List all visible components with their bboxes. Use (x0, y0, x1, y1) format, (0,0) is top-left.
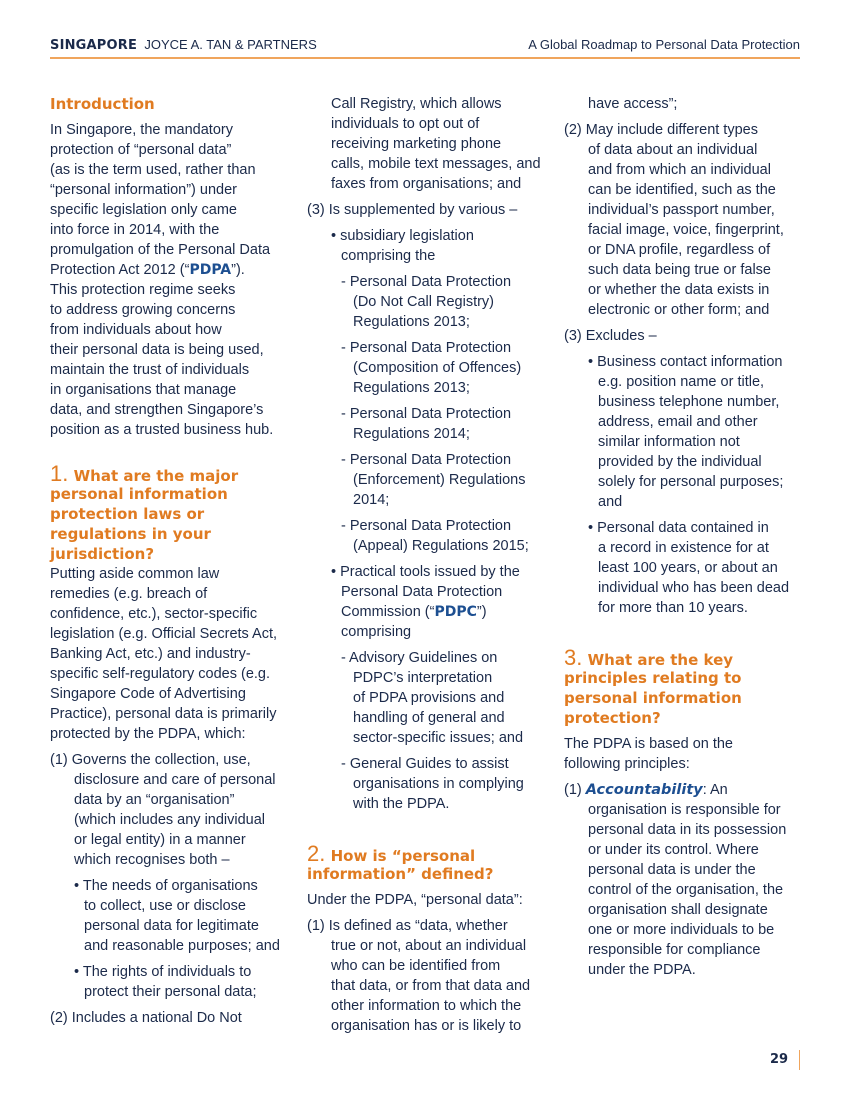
header-left (50, 37, 317, 53)
tool-line: with the PDPA. (353, 796, 450, 812)
tool-line: PDPC’s interpretation (353, 670, 493, 686)
q2-heading (307, 841, 552, 884)
q2-item1-line: who can be identified from (331, 958, 501, 974)
q2-title-line: How is “personal (330, 847, 476, 865)
q1-item2-line: calls, mobile text messages, and (331, 156, 541, 172)
q1-title-line: What are the major (73, 467, 239, 485)
excl-line: address, email and other (598, 414, 758, 430)
intro-line: (as is the term used, rather than (50, 162, 256, 178)
tools-line: comprising (341, 624, 412, 640)
reg-line: (Enforcement) Regulations (353, 472, 526, 488)
q3-p1-line: organisation shall designate (588, 902, 768, 918)
pdpa-pre: Protection Act 2012 (“ (50, 262, 190, 278)
q1-body-line: remedies (e.g. breach of (50, 586, 208, 602)
pdpc-pre: Commission (“ (341, 604, 435, 620)
q2-item1-line: that data, or from that data and (331, 978, 531, 994)
q2-item2-line: or DNA profile, regardless of (588, 242, 771, 258)
q1-item1-line: or legal entity) in a manner (74, 832, 246, 848)
excl-line: solely for personal purposes; (598, 474, 784, 490)
q3-intro-line: following principles: (564, 756, 690, 772)
q2-item1-line: (1) Is defined as “data, whether (307, 918, 508, 934)
intro-line: maintain the trust of individuals (50, 362, 250, 378)
q1-title-line: regulations in your (50, 525, 211, 543)
q1-title-line: personal information (50, 485, 228, 503)
reg-line: (Composition of Offences) (353, 360, 522, 376)
excl-line: e.g. position name or title, (598, 374, 765, 390)
q1-item2-start: (2) Includes a national Do Not (50, 1010, 242, 1026)
q3-p1-line: one or more individuals to be (588, 922, 775, 938)
column-1 (50, 94, 290, 1028)
q1-item3: (3) Is supplemented by various – (307, 202, 518, 218)
reg-line: - Personal Data Protection (341, 406, 512, 422)
q1-bullet-line: protect their personal data; (84, 984, 257, 1000)
intro-heading: Introduction (50, 95, 155, 113)
page-number: 29 (770, 1052, 789, 1067)
reg-line: - Personal Data Protection (341, 452, 512, 468)
q1-body-line: Putting aside common law (50, 566, 220, 582)
intro-line: data, and strengthen Singapore’s (50, 402, 264, 418)
intro-line: into force in 2014, with the (50, 222, 220, 238)
q1-item1-line: data by an “organisation” (74, 792, 235, 808)
q1-item2-line: Call Registry, which allows (331, 96, 502, 112)
q3-p1-line: control of the organisation, the (588, 882, 784, 898)
q3-p1-line: responsible for compliance (588, 942, 761, 958)
q2-item2-line: facial image, voice, fingerprint, (588, 222, 784, 238)
tools-line: • Practical tools issued by the (331, 564, 520, 580)
reg-line: - Personal Data Protection (341, 274, 512, 290)
intro-line: position as a trusted business hub. (50, 422, 274, 438)
excl-line: a record in existence for at (598, 540, 769, 556)
pdpc-abbr: PDPC (434, 604, 477, 620)
q2-item2-line: (2) May include different types (564, 122, 758, 138)
q1-body-line: legislation (e.g. Official Secrets Act, (50, 626, 278, 642)
q1-item1-line: which recognises both – (74, 852, 230, 868)
reg-line: Regulations 2014; (353, 426, 470, 442)
q1-item1-line: (which includes any individual (74, 812, 266, 828)
q3-p1-line: personal data is under the (588, 862, 756, 878)
reg-line: Regulations 2013; (353, 314, 470, 330)
q3-title-line: principles relating to (564, 669, 742, 687)
q1-item2-line: faxes from organisations; and (331, 176, 522, 192)
q1-body-line: protected by the PDPA, which: (50, 726, 246, 742)
q1-item1-line: (1) Governs the collection, use, (50, 752, 251, 768)
reg-line: Regulations 2013; (353, 380, 470, 396)
tools-line: Personal Data Protection (341, 584, 503, 600)
column-2 (307, 94, 552, 1036)
q3-p1-line: or under its control. Where (588, 842, 759, 858)
q2-item3: (3) Excludes – (564, 328, 657, 344)
q1-heading (50, 461, 290, 564)
q3-p1-line: under the PDPA. (588, 962, 696, 978)
tools-line-pdpc (307, 602, 552, 622)
q1-title-line: protection laws or (50, 505, 205, 523)
intro-line-pdpa (50, 260, 290, 280)
q1-number: 1. (50, 461, 69, 486)
q3-title-line: What are the key (587, 651, 734, 669)
reg-line: 2014; (353, 492, 390, 508)
reg-line: - Personal Data Protection (341, 518, 512, 534)
tool-line: handling of general and (353, 710, 505, 726)
q2-item1-line: true or not, about an individual (331, 938, 527, 954)
intro-line: to address growing concerns (50, 302, 236, 318)
pdpa-post: ”). (231, 262, 245, 278)
intro-line: promulgation of the Personal Data (50, 242, 271, 258)
excl-line: for more than 10 years. (598, 600, 748, 616)
intro-line: their personal data is being used, (50, 342, 264, 358)
excl-line: provided by the individual (598, 454, 762, 470)
q3-number: 3. (564, 645, 583, 670)
q2-item2-line: and from which an individual (588, 162, 771, 178)
q2-item2-line: electronic or other form; and (588, 302, 770, 318)
q1-bullet-line: • The rights of individuals to (74, 964, 252, 980)
header-firm: JOYCE A. TAN & PARTNERS (144, 37, 317, 52)
excl-line: similar information not (598, 434, 740, 450)
intro-line: In Singapore, the mandatory (50, 122, 233, 138)
tool-line: organisations in complying (353, 776, 524, 792)
intro-line: This protection regime seeks (50, 282, 236, 298)
q2-item1-line: have access”; (588, 96, 678, 112)
q3-heading (564, 645, 802, 728)
q3-p1-line: organisation is responsible for (588, 802, 781, 818)
q2-item2-line: or whether the data exists in (588, 282, 770, 298)
q3-title-line: protection? (564, 709, 661, 727)
running-header (50, 37, 800, 55)
tool-line: of PDPA provisions and (353, 690, 505, 706)
header-country: SINGAPORE (50, 38, 138, 53)
q3-title-line: personal information (564, 689, 742, 707)
page-number-rule (799, 1050, 800, 1070)
q1-bullet-line: and reasonable purposes; and (84, 938, 280, 954)
q3-p1-rest: : An (702, 782, 728, 798)
excl-line: least 100 years, or about an (598, 560, 778, 576)
reg-line: (Do Not Call Registry) (353, 294, 494, 310)
q1-sub-bullet-line: comprising the (341, 248, 436, 264)
q1-bullet-line: personal data for legitimate (84, 918, 259, 934)
q2-item2-line: of data about an individual (588, 142, 758, 158)
q1-item2-line: individuals to opt out of (331, 116, 480, 132)
q1-body-line: Banking Act, etc.) and industry- (50, 646, 251, 662)
tool-line: - General Guides to assist (341, 756, 509, 772)
pdpa-abbr: PDPA (189, 262, 232, 278)
q3-p1-first-line (564, 780, 802, 800)
q1-title-line: jurisdiction? (50, 545, 155, 563)
tool-line: - Advisory Guidelines on (341, 650, 498, 666)
q1-item2-line: receiving marketing phone (331, 136, 502, 152)
q3-p1-num: (1) (564, 782, 582, 798)
q2-number: 2. (307, 841, 326, 866)
q3-p1-line: personal data in its possession (588, 822, 787, 838)
q1-body-line: Singapore Code of Advertising (50, 686, 246, 702)
q1-body-line: specific self-regulatory codes (e.g. (50, 666, 271, 682)
q2-item2-line: individual’s passport number, (588, 202, 775, 218)
intro-line: specific legislation only came (50, 202, 237, 218)
q2-item1-line: organisation has or is likely to (331, 1018, 522, 1034)
q2-item2-line: can be identified, such as the (588, 182, 776, 198)
header-rule (50, 57, 800, 59)
excl-line: • Business contact information (588, 354, 783, 370)
reg-line: - Personal Data Protection (341, 340, 512, 356)
intro-line: in organisations that manage (50, 382, 237, 398)
q3-intro-line: The PDPA is based on the (564, 736, 734, 752)
tool-line: sector-specific issues; and (353, 730, 524, 746)
q1-bullet-line: to collect, use or disclose (84, 898, 246, 914)
intro-line: from individuals about how (50, 322, 222, 338)
q2-item1-line: other information to which the (331, 998, 522, 1014)
q1-bullet-line: • The needs of organisations (74, 878, 258, 894)
q1-body-line: confidence, etc.), sector-specific (50, 606, 258, 622)
q2-item2-line: such data being true or false (588, 262, 771, 278)
excl-line: business telephone number, (598, 394, 780, 410)
q1-body-line: Practice), personal data is primarily (50, 706, 277, 722)
intro-line: protection of “personal data” (50, 142, 232, 158)
intro-line: “personal information”) under (50, 182, 237, 198)
q2-intro: Under the PDPA, “personal data”: (307, 892, 523, 908)
excl-line: and (598, 494, 623, 510)
excl-line: • Personal data contained in (588, 520, 769, 536)
q1-item1-line: disclosure and care of personal (74, 772, 276, 788)
column-3 (564, 94, 802, 980)
pdpc-post: ”) (476, 604, 487, 620)
header-publication: A Global Roadmap to Personal Data Protection (528, 37, 800, 52)
q1-sub-bullet-line: • subsidiary legislation (331, 228, 474, 244)
reg-line: (Appeal) Regulations 2015; (353, 538, 529, 554)
excl-line: individual who has been dead (598, 580, 790, 596)
q3-p1-term: Accountability (585, 782, 703, 798)
q2-title-line: information” defined? (307, 865, 494, 883)
